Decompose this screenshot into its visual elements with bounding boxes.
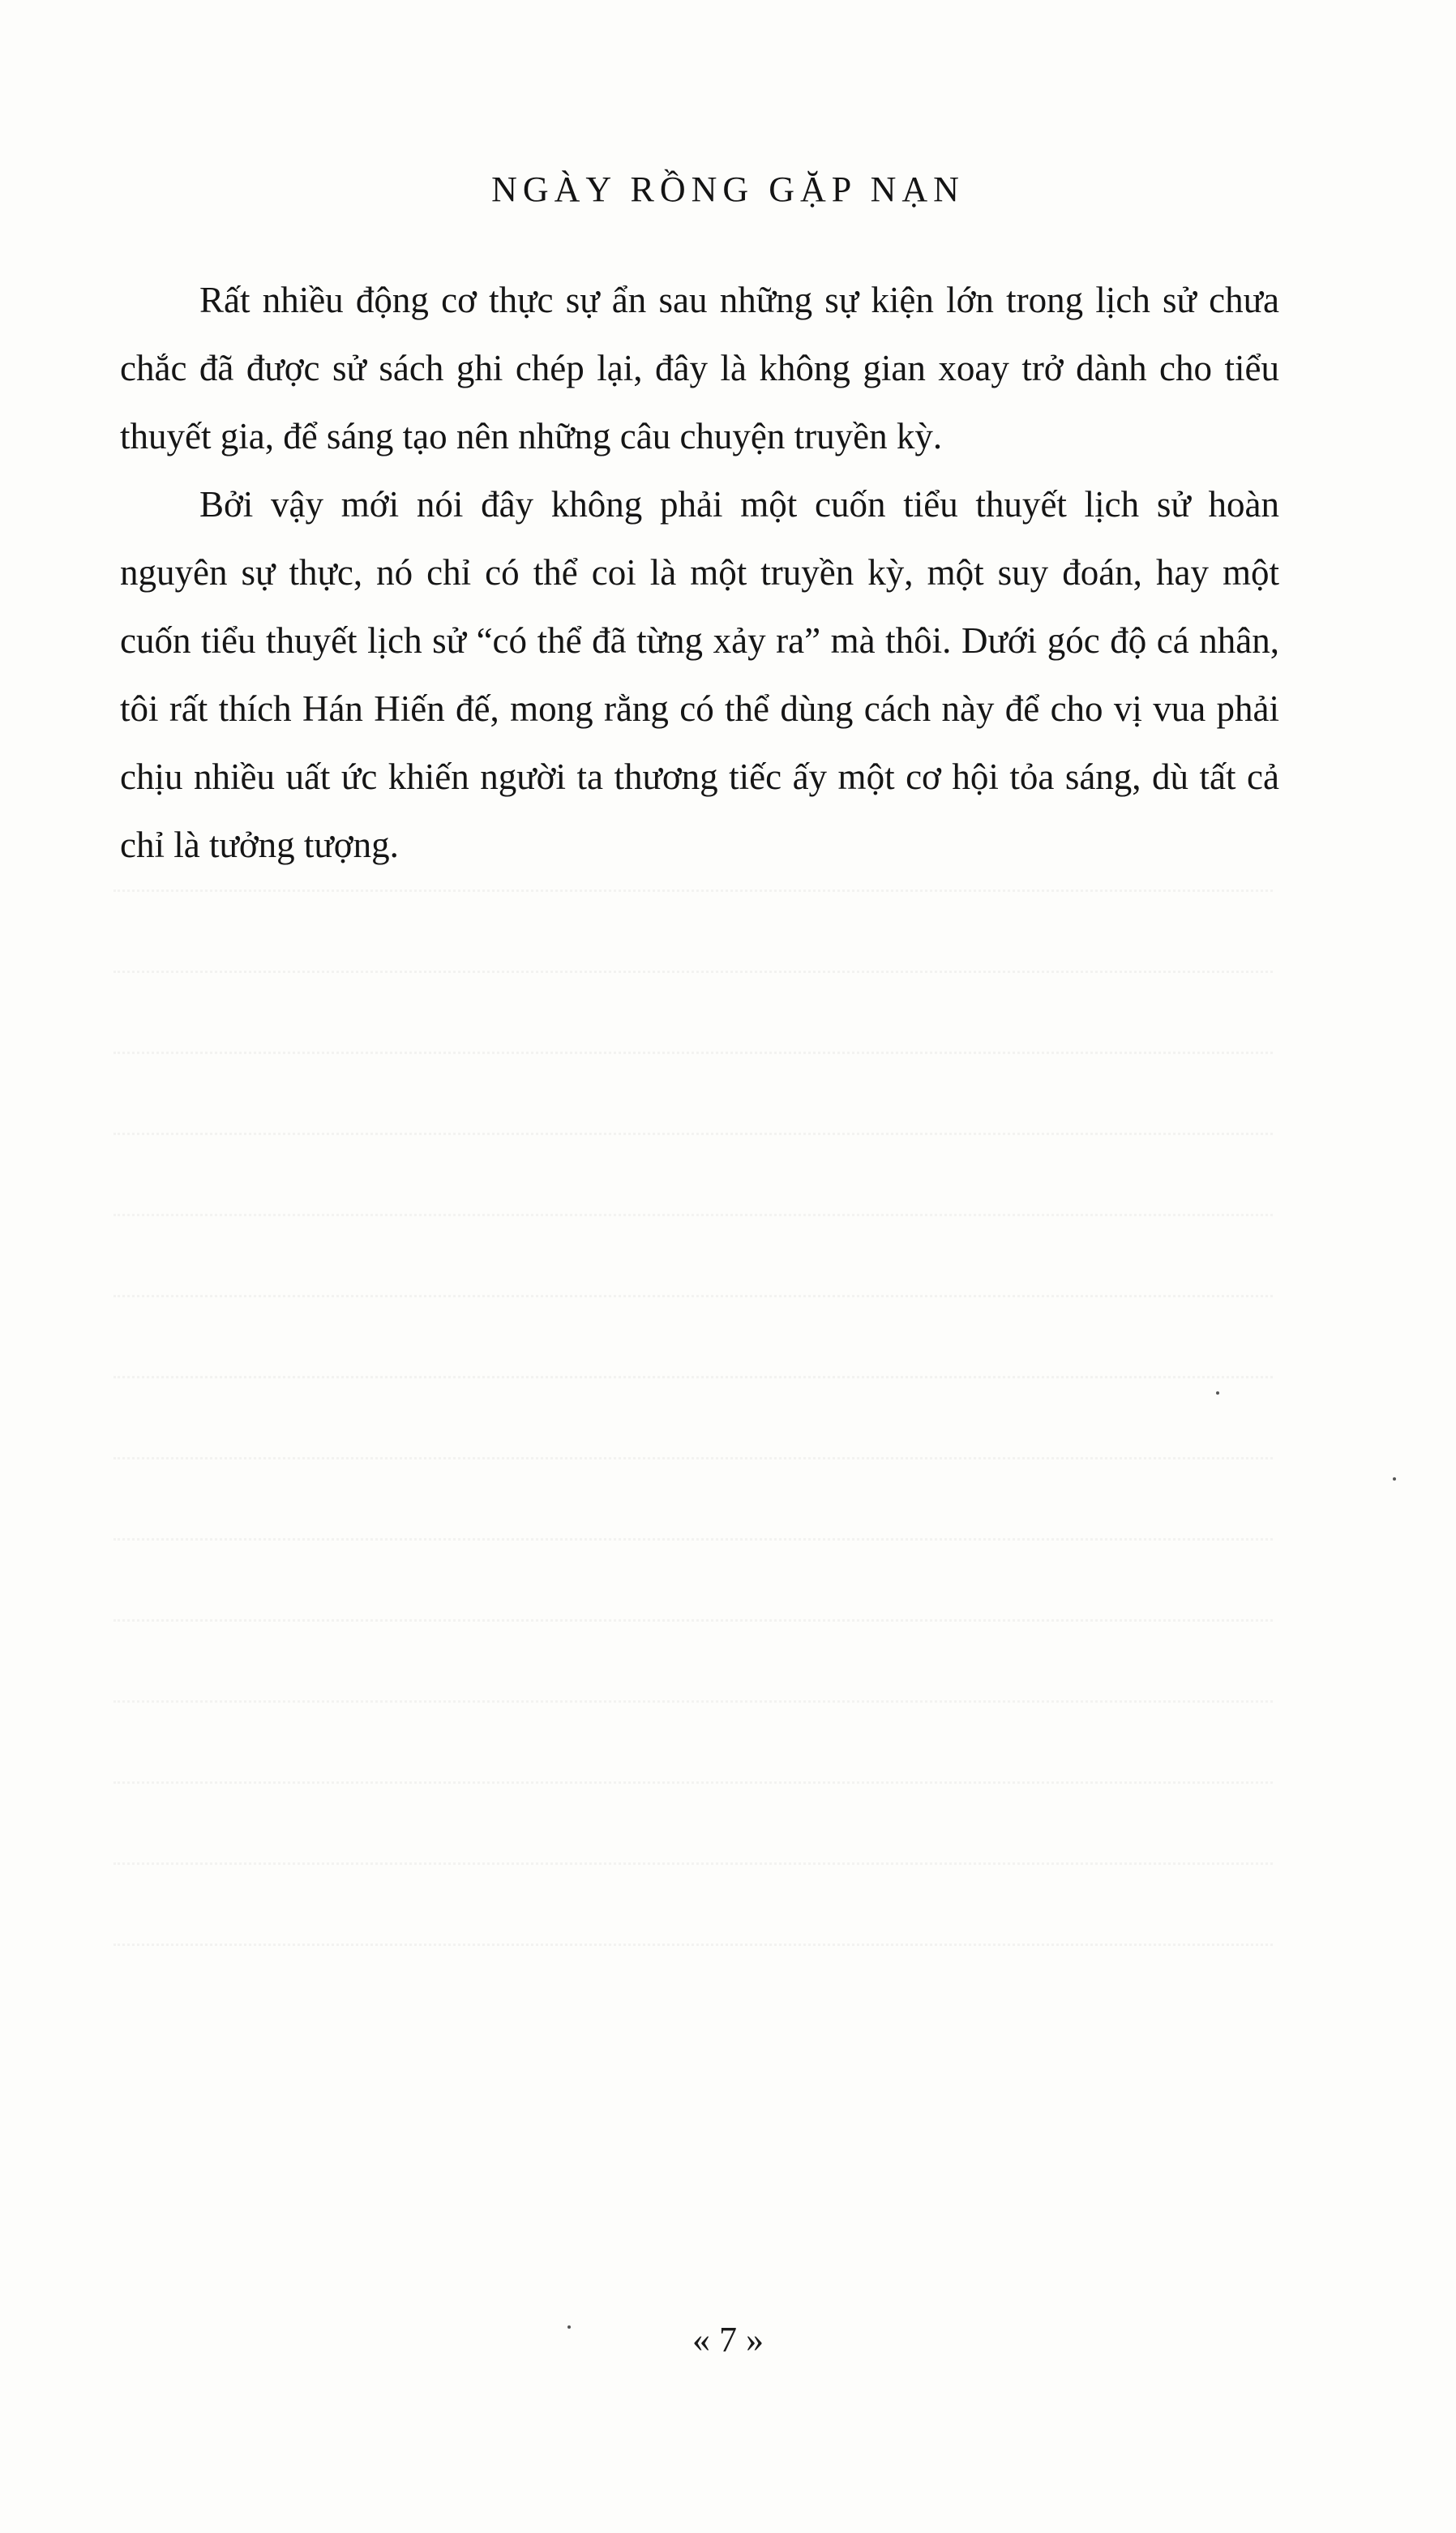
bleed-through-line bbox=[113, 1622, 1273, 1703]
bleed-through-line bbox=[113, 973, 1273, 1054]
paper-speck bbox=[567, 2325, 571, 2329]
body-text bbox=[120, 266, 1279, 879]
bleed-through-line bbox=[113, 1216, 1273, 1297]
page-number: « 7 » bbox=[692, 2320, 764, 2359]
bleed-through-line bbox=[113, 1459, 1273, 1541]
bleed-through-shadow bbox=[113, 811, 1273, 1946]
bleed-through-line bbox=[113, 1541, 1273, 1622]
bleed-through-line bbox=[113, 1865, 1273, 1946]
bleed-through-line bbox=[113, 1135, 1273, 1216]
paper-speck bbox=[1393, 1477, 1396, 1481]
paper-speck bbox=[1216, 1391, 1219, 1395]
running-header: NGÀY RỒNG GẶP NẠN bbox=[491, 169, 965, 209]
bleed-through-line bbox=[113, 1703, 1273, 1784]
bleed-through-line bbox=[113, 1784, 1273, 1865]
bleed-through-line bbox=[113, 1378, 1273, 1459]
paragraph-2: Bởi vậy mới nói đây không phải một cuốn tiểu thuyết lịch sử hoàn nguyên sự thực, nó chỉ có thể coi là một truyền kỳ, một suy đoán, hay một cuốn tiểu thuyết lịch sử “có thể đã từng xảy ra” mà thôi. Dưới góc độ cá nhân, tôi rất thích Hán Hiến đế, mong rằng có thể dùng cách này để cho vị vua phải chịu nhiều uất ức khiến người ta thương tiếc ấy một cơ hội tỏa sáng, dù tất cả chỉ là tưởng tượng. bbox=[120, 484, 1279, 865]
bleed-through-line bbox=[113, 1297, 1273, 1378]
bleed-through-line bbox=[113, 892, 1273, 973]
bleed-through-line bbox=[113, 1054, 1273, 1135]
paragraph-1: Rất nhiều động cơ thực sự ẩn sau những sự kiện lớn trong lịch sử chưa chắc đã được sử sách ghi chép lại, đây là không gian xoay trở dành cho tiểu thuyết gia, để sáng tạo nên những câu chuyện truyền kỳ. bbox=[120, 280, 1279, 456]
